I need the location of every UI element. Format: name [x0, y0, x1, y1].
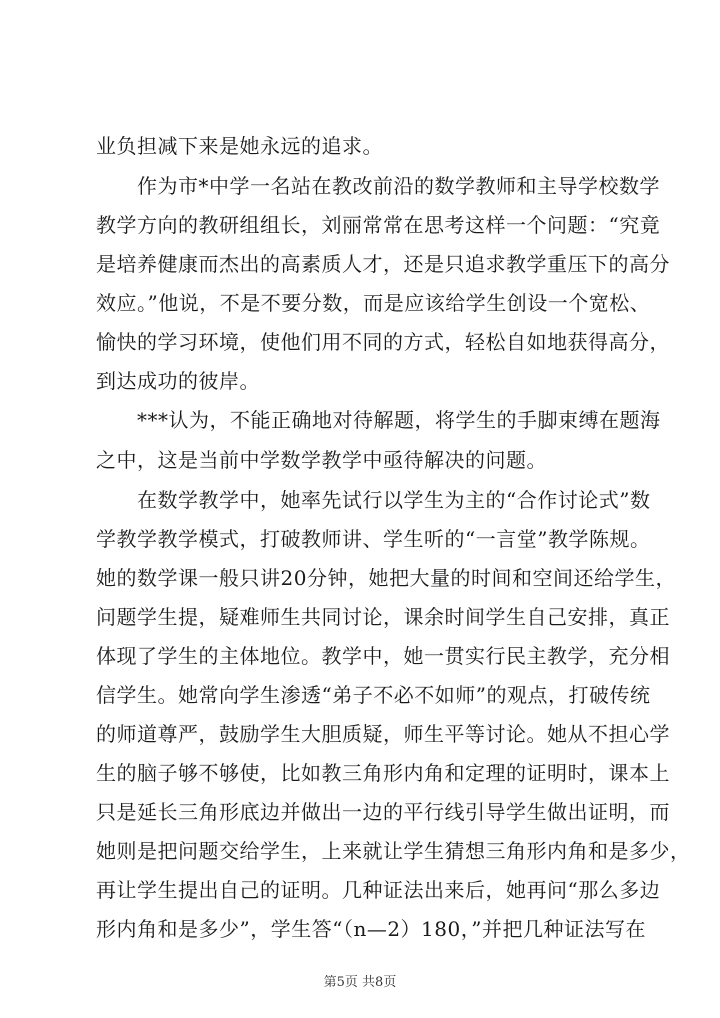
- text-line: 到达成功的彼岸。: [96, 369, 260, 393]
- text-line: 学教学教学模式，打破教师讲、学生听的“一言堂”教学陈规。: [96, 527, 651, 551]
- text-line: 只是延长三角形底边并做出一边的平行线引导学生做出证明，而: [96, 800, 670, 824]
- text-line: 问题学生提，疑难师生共同讨论，课余时间学生自己安排，真正: [96, 605, 670, 629]
- page-footer: 第5页 共8页: [323, 975, 397, 990]
- text-line: 的师道尊严，鼓励学生大胆质疑，师生平等讨论。她从不担心学: [96, 722, 670, 746]
- text-line: 信学生。她常向学生渗透“弟子不必不如师”的观点，打破传统: [96, 683, 651, 707]
- text-line: 教学方向的教研组组长，刘丽常常在思考这样一个问题：“究竟: [96, 213, 661, 237]
- text-line: 作为市*中学一名站在教改前沿的数学教师和主导学校数学: [137, 174, 660, 198]
- text-line: 之中，这是当前中学数学教学中亟待解决的问题。: [96, 448, 547, 472]
- text-line: 再让学生提出自己的证明。几种证法出来后，她再问“那么多边: [96, 878, 661, 902]
- text-line: 形内角和是多少”，学生答“（n—2）180，”并把几种证法写在: [96, 917, 646, 941]
- text-line: 是培养健康而杰出的高素质人才，还是只追求教学重压下的高分: [96, 252, 670, 276]
- text-line: 体现了学生的主体地位。教学中，她一贯实行民主教学，充分相: [96, 644, 670, 668]
- text-line: ***认为，不能正确地对待解题，将学生的手脚束缚在题海: [137, 408, 661, 432]
- text-line: 效应。”他说，不是不要分数，而是应该给学生创设一个宽松、: [96, 291, 651, 315]
- text-line: 她则是把问题交给学生，上来就让学生猜想三角形内角和是多少，: [96, 839, 691, 863]
- text-line: 她的数学课一般只讲20分钟，她把大量的时间和空间还给学生，: [96, 566, 676, 590]
- text-line: 在数学教学中，她率先试行以学生为主的“合作讨论式”数: [137, 488, 651, 512]
- text-line: 生的脑子够不够使，比如教三角形内角和定理的证明时，课本上: [96, 761, 670, 785]
- text-line: 业负担减下来是她永远的追求。: [96, 134, 383, 158]
- text-line: 愉快的学习环境，使他们用不同的方式，轻松自如地获得高分，: [96, 330, 670, 354]
